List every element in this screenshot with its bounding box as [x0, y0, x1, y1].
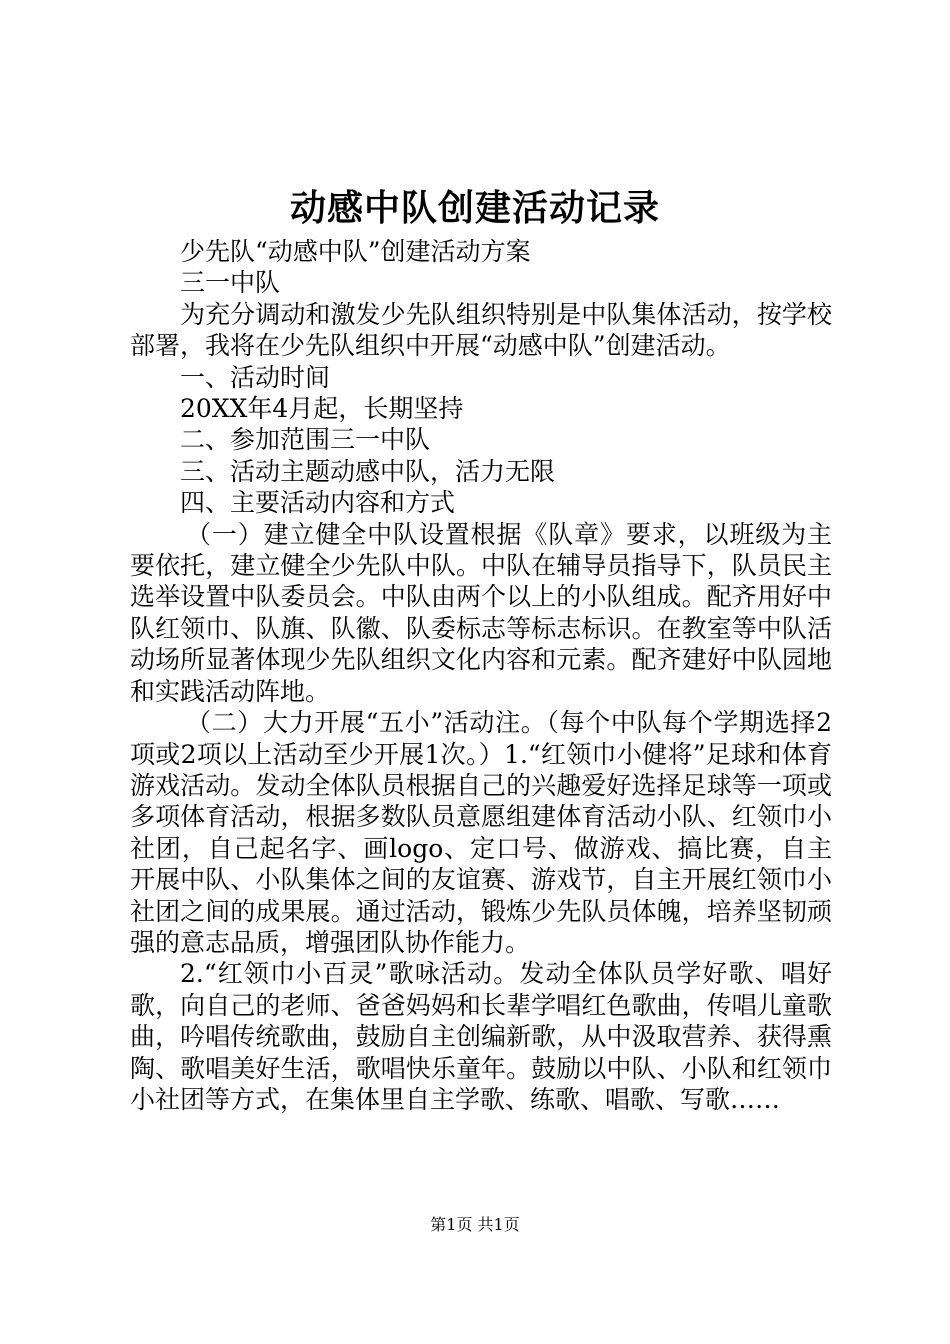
paragraph-section-4-heading: 四、主要活动内容和方式	[180, 488, 456, 518]
document-title: 动感中队创建活动记录	[289, 187, 660, 229]
paragraph-section-3-theme: 三、活动主题动感中队，活力无限	[180, 456, 556, 486]
paragraph-squadron-name: 三一中队	[180, 268, 281, 298]
paragraph-introduction: 为充分调动和激发少先队组织特别是中队集体活动，按学校部署，我将在少先队组织中开展“动感中队”创建活动。	[130, 299, 832, 361]
paragraph-subsection-1: （一）建立健全中队设置根据《队章》要求，以班级为主要依托，建立健全少先队中队。中队在辅导员指导下，队员民主选举设置中队委员会。中队由两个以上的小队组成。配齐用好中队红领巾、队旗、队徽、队委标志等标志标识。在教室等中队活动场所显著体现少先队组织文化内容和元素。配齐建好中队园地和实践活动阵地。	[130, 519, 832, 706]
paragraph-section-1-heading: 一、活动时间	[180, 362, 331, 392]
page-footer: 第1页 共1页	[430, 1215, 520, 1234]
document-body	[130, 236, 832, 1115]
paragraph-subsection-2: （二）大力开展“五小”活动注。（每个中队每个学期选择2项或2项以上活动至少开展1次。）1.“红领巾小健将”足球和体育游戏活动。发动全体队员根据自己的兴趣爱好选择足球等一项或多项体育活动，根据多数队员意愿组建体育活动小队、红领巾小社团，自己起名字、画logo、定口号、做游戏、搞比赛，自主开展中队、小队集体之间的友谊赛、游戏节，自主开展红领巾小社团之间的成果展。通过活动，锻炼少先队员体魄，培养坚韧顽强的意志品质，增强团队协作能力。	[130, 708, 832, 957]
paragraph-plan-title: 少先队“动感中队”创建活动方案	[180, 237, 531, 266]
paragraph-activity-time: 20XX年4月起，长期坚持	[180, 394, 464, 424]
paragraph-section-2-scope: 二、参加范围三一中队	[180, 425, 431, 455]
paragraph-singing-activity: 2.“红领巾小百灵”歌咏活动。发动全体队员学好歌、唱好歌，向自己的老师、爸爸妈妈和长辈学唱红色歌曲，传唱儿童歌曲，吟唱传统歌曲，鼓励自主创编新歌，从中汲取营养、获得熏陶、歌唱美好生活，歌唱快乐童年。鼓励以中队、小队和红领巾小社团等方式，在集体里自主学歌、练歌、唱歌、写歌……	[130, 959, 832, 1114]
